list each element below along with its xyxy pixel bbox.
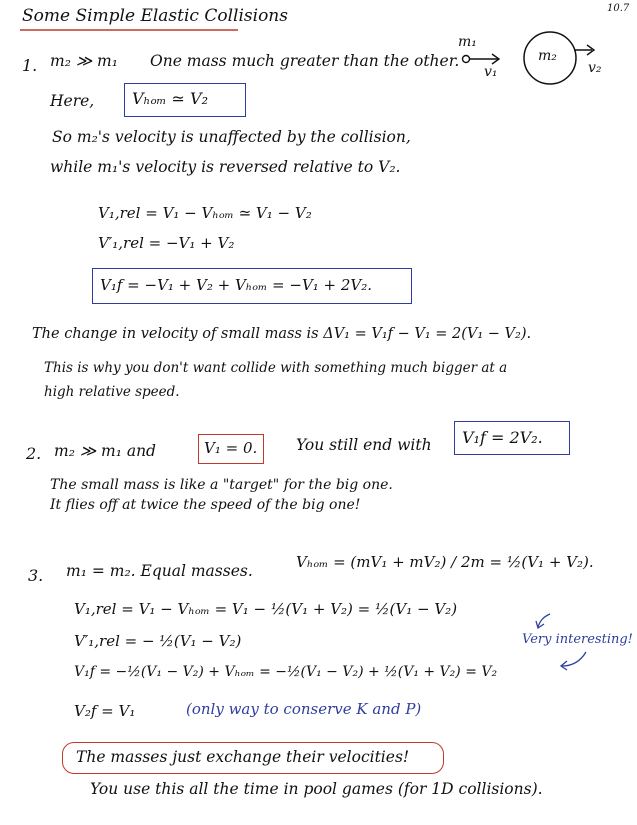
section1-change: The change in velocity of small mass is ΔV₁ = V₁f − V₁ = 2(V₁ − V₂).	[32, 326, 532, 342]
section3-last: You use this all the time in pool games (for 1D collisions).	[90, 780, 543, 798]
section1-eq3: V₁f = −V₁ + V₂ + Vₕₒₘ = −V₁ + 2V₂.	[100, 276, 373, 294]
section2-vf-boxed: V₁f = 2V₂.	[462, 428, 543, 447]
section1-line2: while m₁'s velocity is reversed relative to V₂.	[50, 158, 401, 176]
section3-exchange-text: The masses just exchange their velocities!	[76, 748, 410, 766]
section1-condition: m₂ ≫ m₁	[50, 52, 118, 70]
section1-eq2: V′₁,rel = −V₁ + V₂	[98, 234, 235, 252]
section3-eq3: V₁f = −½(V₁ − V₂) + Vₕₒₘ = −½(V₁ − V₂) + ½(V₁ + V₂) = V₂	[74, 664, 498, 680]
section1-eq1: V₁,rel = V₁ − Vₕₒₘ ≃ V₁ − V₂	[98, 204, 312, 222]
section3-eq4: V₂f = V₁	[74, 702, 136, 720]
section3-number: 3.	[28, 566, 44, 585]
section3-eq2: V′₁,rel = − ½(V₁ − V₂)	[74, 632, 242, 650]
section3-vcom: Vₕₒₘ = (mV₁ + mV₂) / 2m = ½(V₁ + V₂).	[296, 553, 594, 571]
section1-why2: high relative speed.	[44, 384, 180, 400]
section1-here: Here,	[50, 92, 95, 110]
section3-condition: m₁ = m₂. Equal masses.	[66, 562, 253, 580]
section2-condition: m₂ ≫ m₁ and	[54, 442, 156, 460]
v1-label: v₁	[484, 64, 498, 80]
section3-note: Very interesting!	[522, 632, 633, 647]
v2-label: v₂	[588, 60, 602, 76]
section1-why1: This is why you don't want collide with something much bigger at a	[44, 360, 508, 376]
page-title: Some Simple Elastic Collisions	[22, 6, 288, 26]
section2-v1-boxed: V₁ = 0.	[204, 439, 258, 457]
section2-line2: It flies off at twice the speed of the big one!	[50, 497, 361, 513]
m1-label: m₁	[458, 34, 477, 50]
section2-line1: The small mass is like a "target" for the big one.	[50, 477, 393, 493]
section1-condition-text: One mass much greater than the other.	[150, 52, 460, 70]
section2-still: You still end with	[296, 436, 432, 454]
page-number: 10.7	[607, 3, 630, 14]
section1-number: 1.	[22, 56, 38, 75]
m2-label: m₂	[538, 48, 557, 64]
section3-eq1: V₁,rel = V₁ − Vₕₒₘ = V₁ − ½(V₁ + V₂) = ½(V₁ − V₂)	[74, 600, 458, 618]
section1-line1: So m₂'s velocity is unaffected by the collision,	[52, 128, 411, 146]
section2-number: 2.	[26, 444, 42, 463]
section1-vcom-boxed: Vₕₒₘ ≃ V₂	[132, 89, 208, 108]
section3-paren-note: (only way to conserve K and P)	[186, 700, 422, 718]
